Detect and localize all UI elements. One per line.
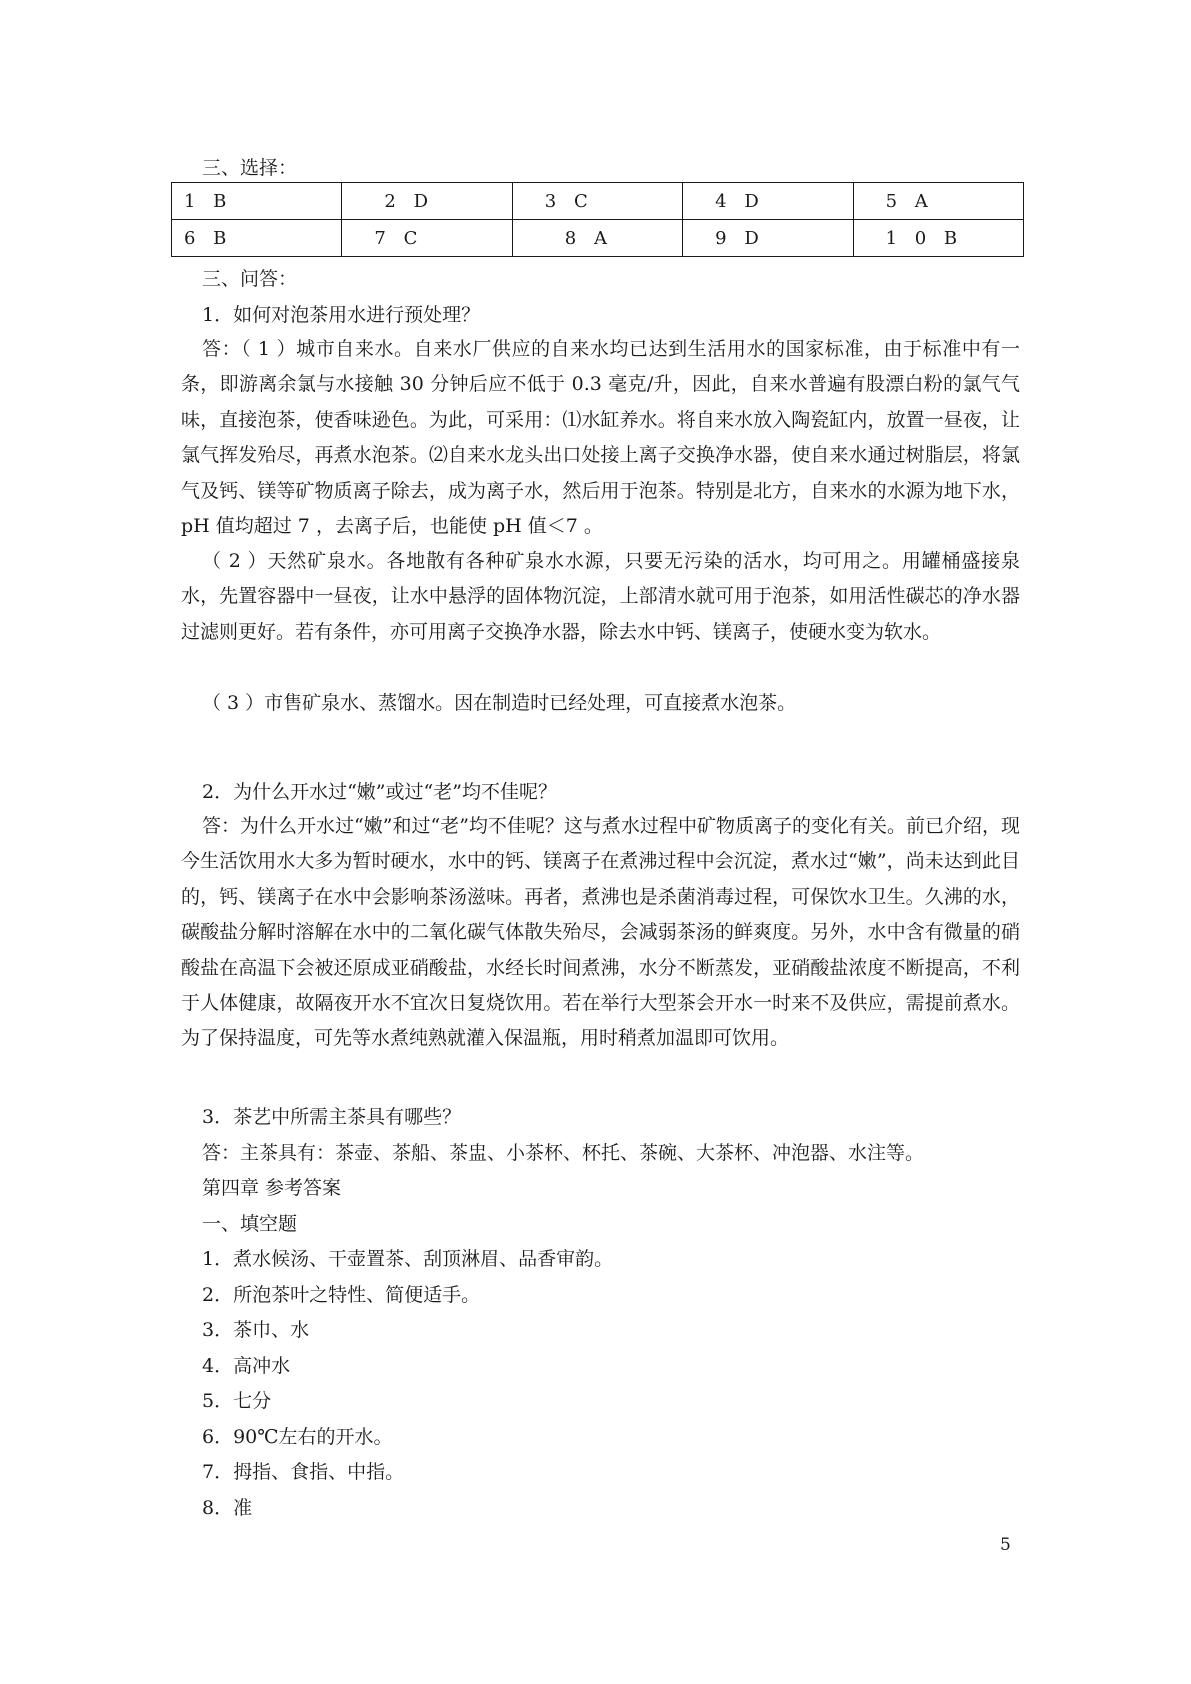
choice-answer-table bbox=[171, 182, 1024, 257]
answer-cell: 9 D bbox=[683, 220, 853, 257]
list-item: 1．煮水候汤、干壶置茶、刮顶淋眉、品香审韵。 bbox=[202, 1248, 614, 1270]
table-row bbox=[172, 183, 1024, 220]
list-item: 3．茶巾、水 bbox=[202, 1319, 310, 1341]
list-item: 8．准 bbox=[202, 1497, 253, 1519]
section-choice-title: 三、选择： bbox=[202, 157, 298, 179]
answer-cell: 5 A bbox=[853, 183, 1023, 220]
list-item: 6．90℃左右的开水。 bbox=[202, 1426, 393, 1448]
question-1: 1．如何对泡茶用水进行预处理？ bbox=[202, 304, 481, 326]
answer-1-part-1: 答：（ 1 ）城市自来水。自来水厂供应的自来水均已达到生活用水的国家标准，由于标准中有一条，即游离余氯与水接触 30 分钟后应不低于 0.3 毫克/升，因此，自来水普遍有股漂白粉的氯气气味，直接泡茶，使香味逊色。为此，可采用：⑴水缸养水。将自来水放入陶瓷缸内，放置一昼夜，让氯气挥发殆尽，再煮水泡茶。⑵自来水龙头出口处接上离子交换净水器，使自来水通过树脂层，将氯气及钙、镁等矿物质离子除去，成为离子水，然后用于泡茶。特别是北方，自来水的水源为地下水，pH 值均超过 7 ，去离子后，也能使 pH 值＜7 。 bbox=[181, 338, 1020, 538]
question-3: 3．茶艺中所需主茶具有哪些？ bbox=[202, 1106, 462, 1128]
answer-1-part-3: （ 3 ）市售矿泉水、蒸馏水。因在制造时已经处理，可直接煮水泡茶。 bbox=[202, 692, 797, 714]
table-row bbox=[172, 220, 1024, 257]
answer-cell: 3 C bbox=[512, 183, 682, 220]
answer-cell: 1 0 B bbox=[853, 220, 1023, 257]
answer-cell: 2 D bbox=[342, 183, 512, 220]
answer-2: 答：为什么开水过“嫩”和过“老”均不佳呢？这与煮水过程中矿物质离子的变化有关。前已介绍，现今生活饮用水大多为暂时硬水，水中的钙、镁离子在煮沸过程中会沉淀，煮水过“嫩”，尚未达到此目的，钙、镁离子在水中会影响茶汤滋味。再者，煮沸也是杀菌消毒过程，可保饮水卫生。久沸的水，碳酸盐分解时溶解在水中的二氧化碳气体散失殆尽，会减弱茶汤的鲜爽度。另外，水中含有微量的硝酸盐在高温下会被还原成亚硝酸盐，水经长时间煮沸，水分不断蒸发，亚硝酸盐浓度不断提高，不利于人体健康，故隔夜开水不宜次日复烧饮用。若在举行大型茶会开水一时来不及供应，需提前煮水。为了保持温度，可先等水煮纯熟就灌入保温瓶，用时稍煮加温即可饮用。 bbox=[181, 815, 1020, 1050]
list-item: 5．七分 bbox=[202, 1390, 272, 1412]
answer-cell: 8 A bbox=[512, 220, 682, 257]
chapter-4-title: 第四章 参考答案 bbox=[202, 1177, 342, 1199]
answer-1-part-2: （ 2 ）天然矿泉水。各地散有各种矿泉水水源，只要无污染的活水，均可用之。用罐桶盛接泉水，先置容器中一昼夜，让水中悬浮的固体物沉淀，上部清水就可用于泡茶，如用活性碳芯的净水器过滤则更好。若有条件，亦可用离子交换净水器，除去水中钙、镁离子，使硬水变为软水。 bbox=[181, 550, 1020, 643]
answer-cell: 7 C bbox=[342, 220, 512, 257]
list-item: 4．高冲水 bbox=[202, 1355, 291, 1377]
page-number: 5 bbox=[1000, 1535, 1011, 1555]
fill-blank-title: 一、填空题 bbox=[202, 1213, 298, 1235]
answer-cell: 6 B bbox=[172, 220, 342, 257]
answer-cell: 1 B bbox=[172, 183, 342, 220]
answer-3: 答：主茶具有：茶壶、茶船、茶盅、小茶杯、杯托、茶碗、大茶杯、冲泡器、水注等。 bbox=[202, 1142, 925, 1164]
question-2: 2．为什么开水过“嫩”或过“老”均不佳呢？ bbox=[202, 781, 557, 803]
list-item: 7．拇指、食指、中指。 bbox=[202, 1461, 405, 1483]
answer-cell: 4 D bbox=[683, 183, 853, 220]
list-item: 2．所泡茶叶之特性、简便适手。 bbox=[202, 1284, 481, 1306]
section-qa-title: 三、问答： bbox=[202, 268, 298, 290]
